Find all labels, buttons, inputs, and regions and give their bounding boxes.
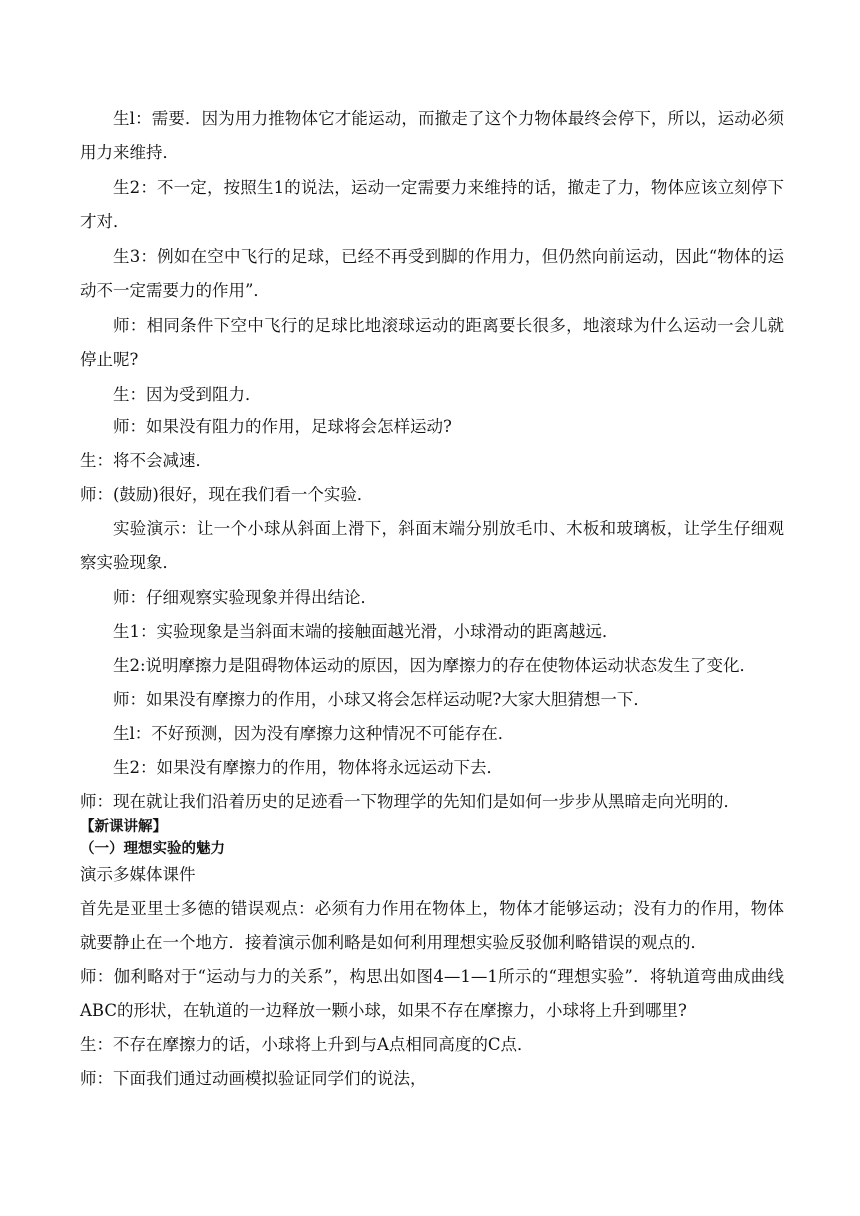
paragraph-aristotle-view: 首先是亚里士多德的错误观点：必须有力作用在物体上，物体才能够运动；没有力的作用，物体就要静止在一个地方．接着演示伽利略是如何利用理想实验反驳伽利略错误的观点的． xyxy=(80,899,784,952)
paragraph-experiment-demo: 实验演示：让一个小球从斜面上滑下，斜面末端分别放毛巾、木板和玻璃板，让学生仔细观察实验现象． xyxy=(80,519,784,572)
paragraph-student-reply: 生：将不会减速． xyxy=(80,451,212,470)
paragraph-student1-observation: 生1：实验现象是当斜面末端的接触面越光滑，小球滑动的距离越远． xyxy=(113,622,619,641)
paragraph-student1-answer: 生l：需要．因为用力推物体它才能运动，而撤走了这个力物体最终会停下，所以，运动必须用力来维持． xyxy=(80,109,784,162)
paragraph-student2-guess: 生2：如果没有摩擦力的作用，物体将永远运动下去． xyxy=(113,758,503,777)
paragraph-teacher-praise: 师：(鼓励)很好，现在我们看一个实验． xyxy=(80,485,374,504)
paragraph-student3-answer: 生3：例如在空中飞行的足球，已经不再受到脚的作用力，但仍然向前运动，因此“物体的运动不一定需要力的作用”． xyxy=(80,247,784,300)
subsection-heading: （一）理想实验的魅力 xyxy=(80,841,225,857)
section-heading: 【新课讲解】 xyxy=(80,819,167,835)
paragraph-student1-guess: 生l：不好预测，因为没有摩擦力这种情况不可能存在． xyxy=(113,724,515,743)
paragraph-student2-conclusion: 生2:说明摩擦力是阻碍物体运动的原因，因为摩擦力的存在使物体运动状态发生了变化． xyxy=(113,656,757,675)
paragraph-galileo-experiment: 师：伽利略对于“运动与力的关系”，构思出如图4—1—1所示的“理想实验”．将轨道弯曲成曲线ABC的形状，在轨道的一边释放一颗小球，如果不存在摩擦力，小球将上升到哪里? xyxy=(80,967,784,1020)
paragraph-teacher-transition: 师：现在就让我们沿着历史的足迹看一下物理学的先知们是如何一步步从黑暗走向光明的． xyxy=(80,792,740,811)
paragraph-student2-answer: 生2：不一定，按照生1的说法，运动一定需要力来维持的话，撤走了力，物体应该立刻停下才对． xyxy=(80,178,784,231)
paragraph-teacher-animation: 师：下面我们通过动画模拟验证同学们的说法， xyxy=(80,1069,427,1088)
paragraph-teacher-question: 师：如果没有摩擦力的作用，小球又将会怎样运动呢?大家大胆猜想一下． xyxy=(113,690,650,709)
paragraph-demo-courseware: 演示多媒体课件 xyxy=(80,865,196,884)
paragraph-teacher-instruction: 师：仔细观察实验现象并得出结论． xyxy=(113,588,377,607)
paragraph-student-reply: 生：因为受到阻力． xyxy=(113,385,262,404)
paragraph-teacher-question: 师：相同条件下空中飞行的足球比地滚球运动的距离要长很多，地滚球为什么运动一会儿就停止呢? xyxy=(80,316,784,369)
paragraph-teacher-question: 师：如果没有阻力的作用，足球将会怎样运动? xyxy=(113,417,452,436)
paragraph-student-answer: 生：不存在摩擦力的话，小球将上升到与A点相同高度的C点． xyxy=(80,1035,534,1054)
